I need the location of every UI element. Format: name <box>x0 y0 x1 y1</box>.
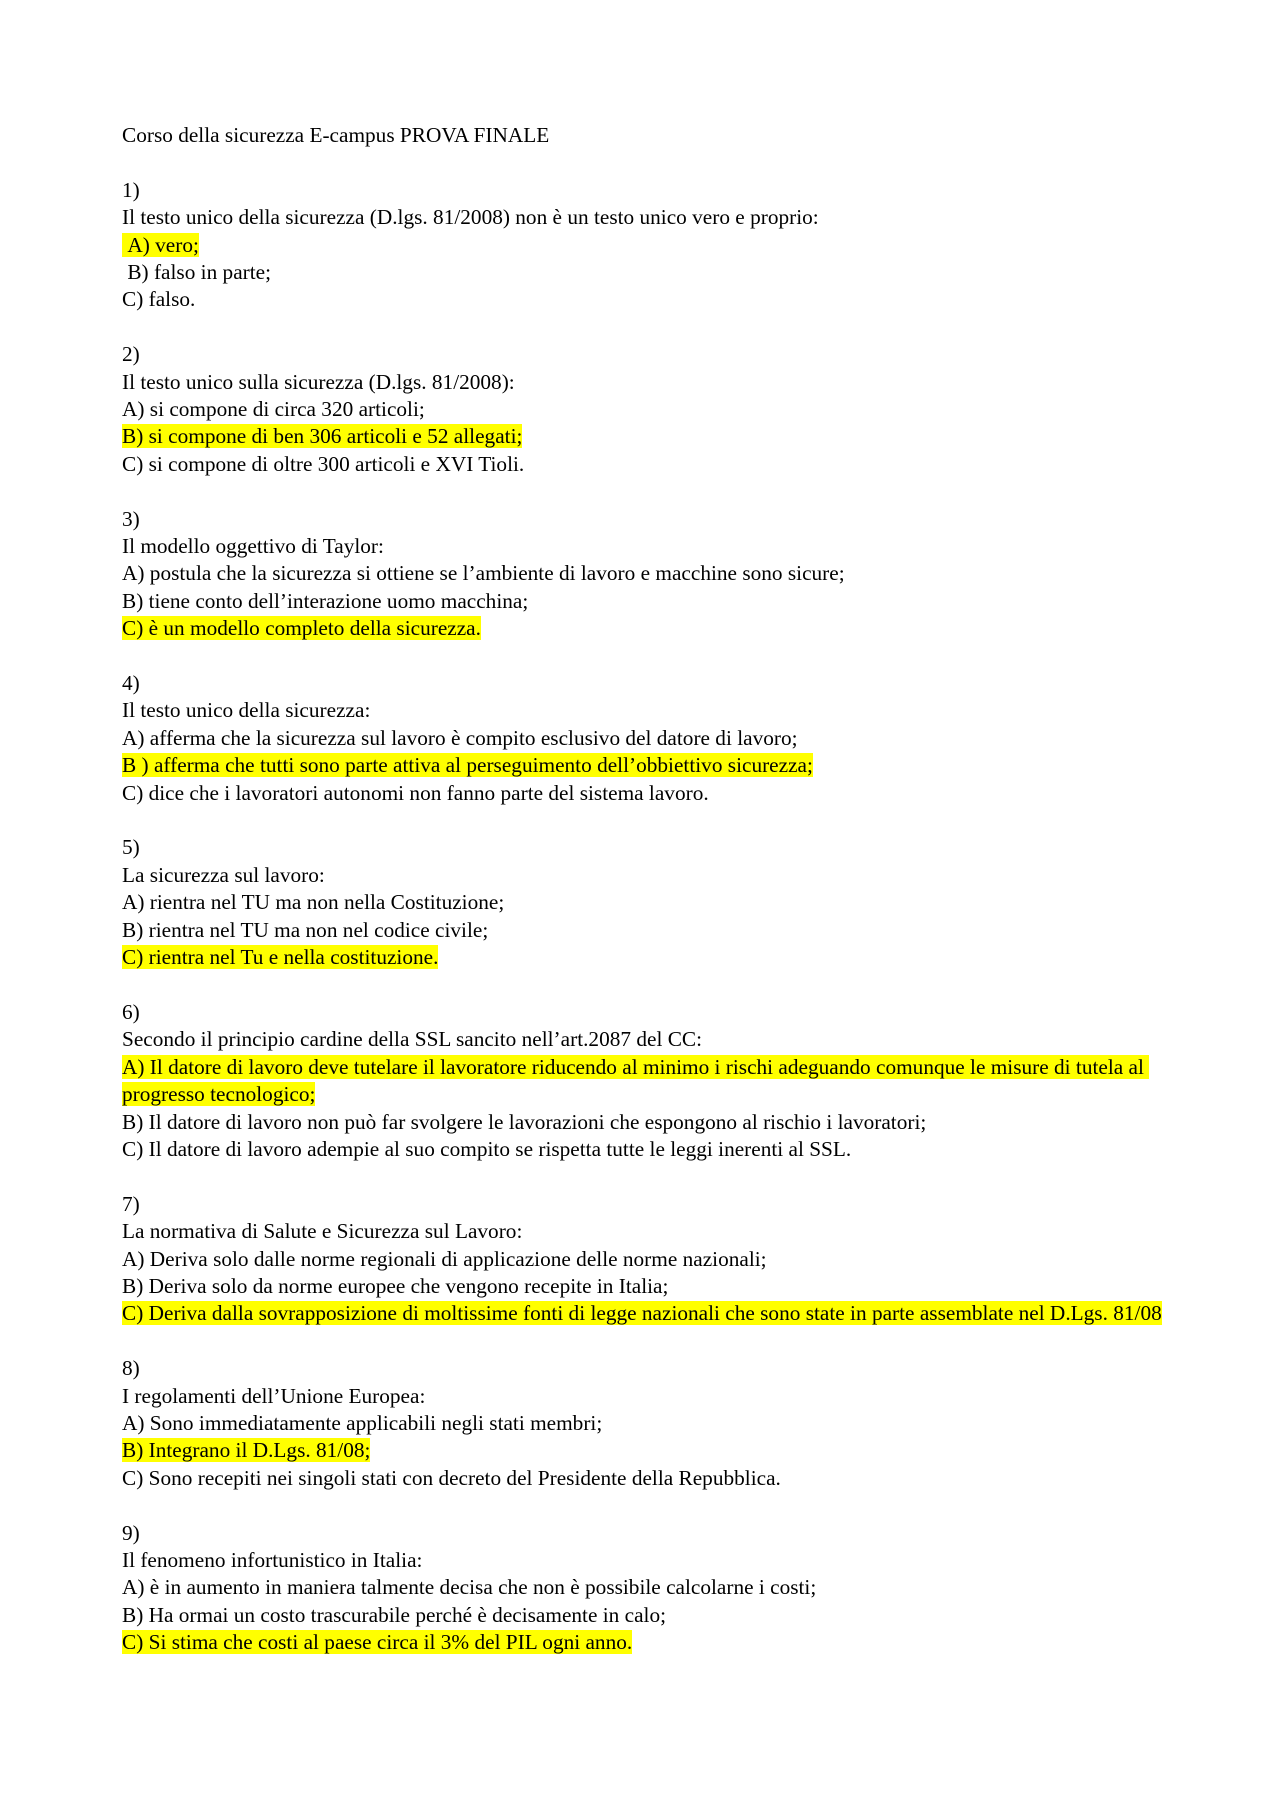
answer-text: B) rientra nel TU ma non nel codice civile; <box>122 917 489 942</box>
answer-text: C) dice che i lavoratori autonomi non fanno parte del sistema lavoro. <box>122 780 709 805</box>
answer-text: A) si compone di circa 320 articoli; <box>122 397 425 422</box>
answer-text: B) si compone di ben 306 articoli e 52 allegati; <box>122 424 523 449</box>
answer-option <box>122 396 1172 423</box>
answer-option <box>122 451 1172 478</box>
answer-text: C) si compone di oltre 300 articoli e XVI Tioli. <box>122 451 525 476</box>
question-text: Il testo unico sulla sicurezza (D.lgs. 81/2008): <box>122 369 515 394</box>
question-number: 7) <box>122 1191 140 1216</box>
question-text: La sicurezza sul lavoro: <box>122 862 325 887</box>
answer-option-highlighted <box>122 232 1172 259</box>
question-number: 6) <box>122 999 140 1024</box>
answer-option-highlighted <box>122 944 1172 971</box>
answer-text: C) rientra nel Tu e nella costituzione. <box>122 945 439 970</box>
answer-option <box>122 1465 1172 1492</box>
question-number: 8) <box>122 1356 140 1381</box>
answer-option-highlighted <box>122 1437 1172 1464</box>
question-text: Il testo unico della sicurezza (D.lgs. 81/2008) non è un testo unico vero e proprio: <box>122 205 819 230</box>
question-block <box>122 1520 1172 1657</box>
question-block <box>122 341 1172 478</box>
answer-text: C) è un modello completo della sicurezza. <box>122 616 481 641</box>
question-number: 1) <box>122 177 140 202</box>
answer-text: C) Deriva dalla sovrapposizione di moltissime fonti di legge nazionali che sono state in parte assemblate nel D.Lgs. 81/08 <box>122 1301 1162 1326</box>
question-block <box>122 177 1172 314</box>
answer-text: B) Deriva solo da norme europee che vengono recepite in Italia; <box>122 1273 669 1298</box>
answer-text: B ) afferma che tutti sono parte attiva al perseguimento dell’obbiettivo sicurezza; <box>122 753 813 778</box>
answer-text: C) Sono recepiti nei singoli stati con decreto del Presidente della Repubblica. <box>122 1465 781 1490</box>
answer-option <box>122 560 1172 587</box>
answer-text: A) rientra nel TU ma non nella Costituzione; <box>122 890 505 915</box>
answer-text: A) vero; <box>122 232 199 257</box>
answer-text: B) falso in parte; <box>122 260 272 285</box>
question-number: 9) <box>122 1520 140 1545</box>
question-text: Il fenomeno infortunistico in Italia: <box>122 1547 423 1572</box>
question-block <box>122 999 1172 1163</box>
answer-option <box>122 780 1172 807</box>
answer-option <box>122 1246 1172 1273</box>
question-text: I regolamenti dell’Unione Europea: <box>122 1383 426 1408</box>
answer-option <box>122 917 1172 944</box>
answer-option <box>122 889 1172 916</box>
answer-option <box>122 1574 1172 1601</box>
document-page <box>122 122 1172 1684</box>
question-block <box>122 834 1172 971</box>
document-title: Corso della sicurezza E-campus PROVA FINALE <box>122 123 550 147</box>
answer-option <box>122 259 1172 286</box>
answer-text: C) falso. <box>122 287 196 312</box>
question-text: Il testo unico della sicurezza: <box>122 698 371 723</box>
answer-option <box>122 1136 1172 1163</box>
answer-option-highlighted <box>122 1300 1172 1327</box>
answer-option <box>122 1410 1172 1437</box>
answer-text: A) postula che la sicurezza si ottiene se l’ambiente di lavoro e macchine sono sicure; <box>122 561 845 586</box>
question-number: 5) <box>122 835 140 860</box>
answer-text: A) Sono immediatamente applicabili negli stati membri; <box>122 1410 603 1435</box>
answer-option-highlighted <box>122 423 1172 450</box>
answer-text: A) Deriva solo dalle norme regionali di applicazione delle norme nazionali; <box>122 1246 767 1271</box>
question-block <box>122 1355 1172 1492</box>
answer-option-highlighted <box>122 1054 1172 1109</box>
question-block <box>122 670 1172 807</box>
answer-option <box>122 1109 1172 1136</box>
answer-option-highlighted <box>122 1629 1172 1656</box>
answer-text: C) Si stima che costi al paese circa il 3% del PIL ogni anno. <box>122 1630 633 1655</box>
question-text: Il modello oggettivo di Taylor: <box>122 534 384 559</box>
answer-option-highlighted <box>122 615 1172 642</box>
answer-text: B) Il datore di lavoro non può far svolgere le lavorazioni che espongono al rischio i lavoratori; <box>122 1109 927 1134</box>
answer-text: B) tiene conto dell’interazione uomo macchina; <box>122 588 529 613</box>
answer-option <box>122 1273 1172 1300</box>
question-text: Secondo il principio cardine della SSL sancito nell’art.2087 del CC: <box>122 1027 703 1052</box>
answer-text: A) è in aumento in maniera talmente decisa che non è possibile calcolarne i costi; <box>122 1575 817 1600</box>
answer-option <box>122 725 1172 752</box>
answer-option <box>122 286 1172 313</box>
answer-text: B) Ha ormai un costo trascurabile perché è decisamente in calo; <box>122 1602 667 1627</box>
question-number: 4) <box>122 671 140 696</box>
question-number: 3) <box>122 506 140 531</box>
answer-text: A) Il datore di lavoro deve tutelare il lavoratore riducendo al minimo i rischi adeguando comunque le misure di tutela al progresso tecnologico; <box>122 1054 1150 1107</box>
answer-text: A) afferma che la sicurezza sul lavoro è compito esclusivo del datore di lavoro; <box>122 725 798 750</box>
question-text: La normativa di Salute e Sicurezza sul Lavoro: <box>122 1219 523 1244</box>
answer-text: B) Integrano il D.Lgs. 81/08; <box>122 1438 371 1463</box>
question-block <box>122 506 1172 643</box>
answer-text: C) Il datore di lavoro adempie al suo compito se rispetta tutte le leggi inerenti al SSL. <box>122 1136 852 1161</box>
answer-option-highlighted <box>122 752 1172 779</box>
question-list <box>122 177 1172 1657</box>
answer-option <box>122 588 1172 615</box>
question-number: 2) <box>122 342 140 367</box>
answer-option <box>122 1602 1172 1629</box>
question-block <box>122 1191 1172 1328</box>
